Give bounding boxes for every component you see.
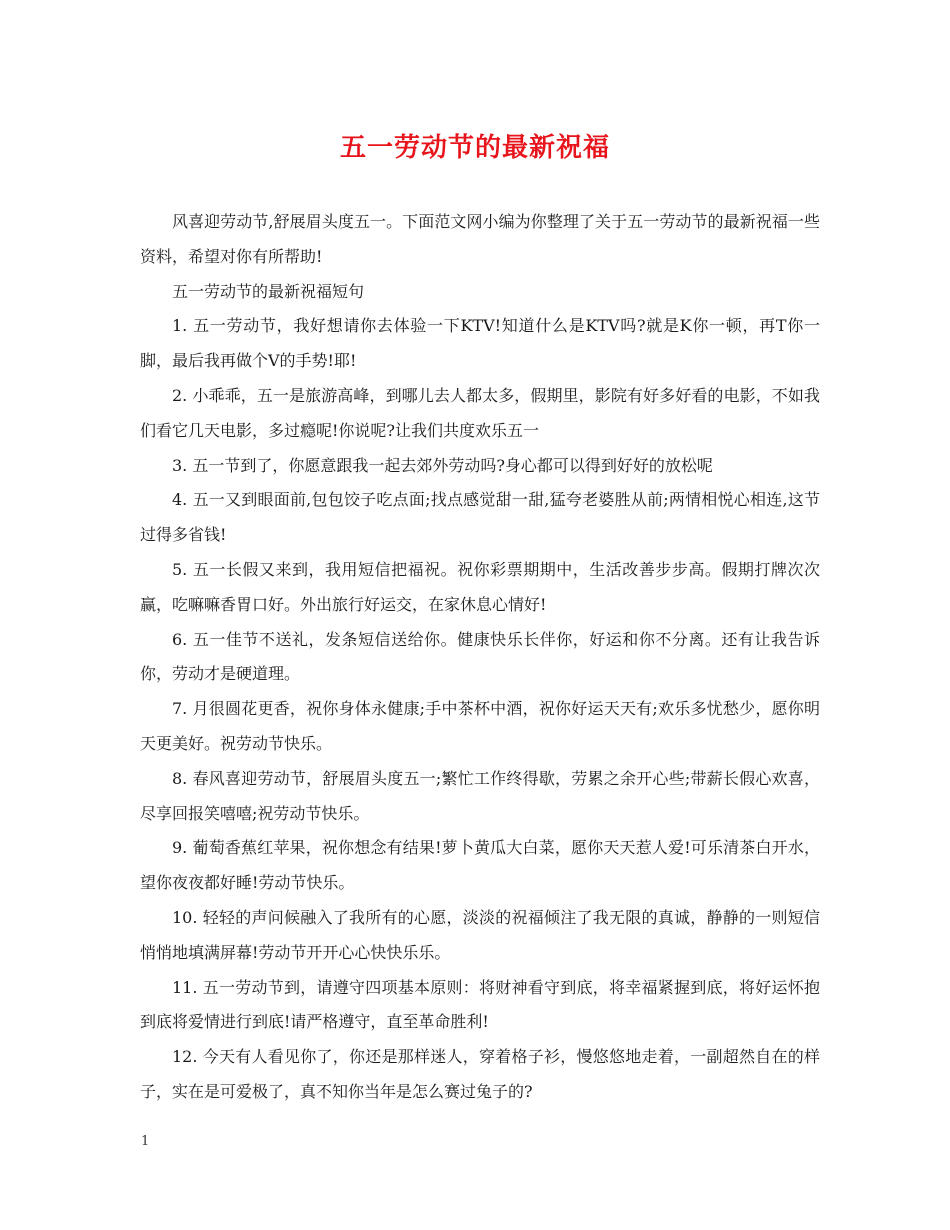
wish-item-8: 8. 春风喜迎劳动节，舒展眉头度五一;繁忙工作终得歇，劳累之余开心些;带薪长假心欢喜，尽享回报笑嘻嘻;祝劳动节快乐。 <box>140 768 820 823</box>
wish-item-5: 5. 五一长假又来到，我用短信把福祝。祝你彩票期期中，生活改善步步高。假期打牌次次赢，吃嘛嘛香胃口好。外出旅行好运交，在家休息心情好! <box>140 559 820 614</box>
wish-item-1: 1. 五一劳动节，我好想请你去体验一下KTV!知道什么是KTV吗?就是K你一顿，再T你一脚，最后我再做个V的手势!耶! <box>140 316 820 371</box>
wish-item-3: 3. 五一节到了，你愿意跟我一起去郊外劳动吗?身心都可以得到好好的放松呢 <box>172 455 713 475</box>
wish-item-2: 2. 小乖乖，五一是旅游高峰，到哪儿去人都太多，假期里，影院有好多好看的电影，不如我们看它几天电影，多过瘾呢!你说呢?让我们共度欢乐五一 <box>140 385 820 440</box>
wish-item-6: 6. 五一佳节不送礼，发条短信送给你。健康快乐长伴你，好运和你不分离。还有让我告诉你，劳动才是硬道理。 <box>140 629 820 684</box>
wish-item-7: 7. 月很圆花更香，祝你身体永健康;手中茶杯中酒，祝你好运天天有;欢乐多忧愁少，愿你明天更美好。祝劳动节快乐。 <box>140 699 820 753</box>
wish-item-9: 9. 葡萄香蕉红苹果，祝你想念有结果!萝卜黄瓜大白菜，愿你天天惹人爱!可乐清茶白开水，望你夜夜都好睡!劳动节快乐。 <box>140 838 820 893</box>
document-title: 五一劳动节的最新祝福 <box>339 133 610 163</box>
document-body <box>140 205 820 1110</box>
wish-item-12: 12. 今天有人看见你了，你还是那样迷人，穿着格子衫，慢悠悠地走着，一副超然自在的样子，实在是可爱极了，真不知你当年是怎么赛过兔子的? <box>140 1047 820 1101</box>
intro-paragraph: 风喜迎劳动节,舒展眉头度五一。下面范文网小编为你整理了关于五一劳动节的最新祝福一些资料，希望对你有所帮助! <box>140 212 820 266</box>
wish-item-11: 11. 五一劳动节到，请遵守四项基本原则：将财神看守到底，将幸福紧握到底，将好运怀抱到底将爱情进行到底!请严格遵守，直至革命胜利! <box>140 977 820 1032</box>
page-number: 1 <box>141 1134 150 1149</box>
wish-item-4: 4. 五一又到眼面前,包包饺子吃点面;找点感觉甜一甜,猛夸老婆胜从前;两情相悦心相连,这节过得多省钱! <box>140 490 820 545</box>
wish-item-10: 10. 轻轻的声问候融入了我所有的心愿，淡淡的祝福倾注了我无限的真诚，静静的一则短信悄悄地填满屏幕!劳动节开开心心快快乐乐。 <box>140 907 820 962</box>
section-heading: 五一劳动节的最新祝福短句 <box>172 281 365 301</box>
